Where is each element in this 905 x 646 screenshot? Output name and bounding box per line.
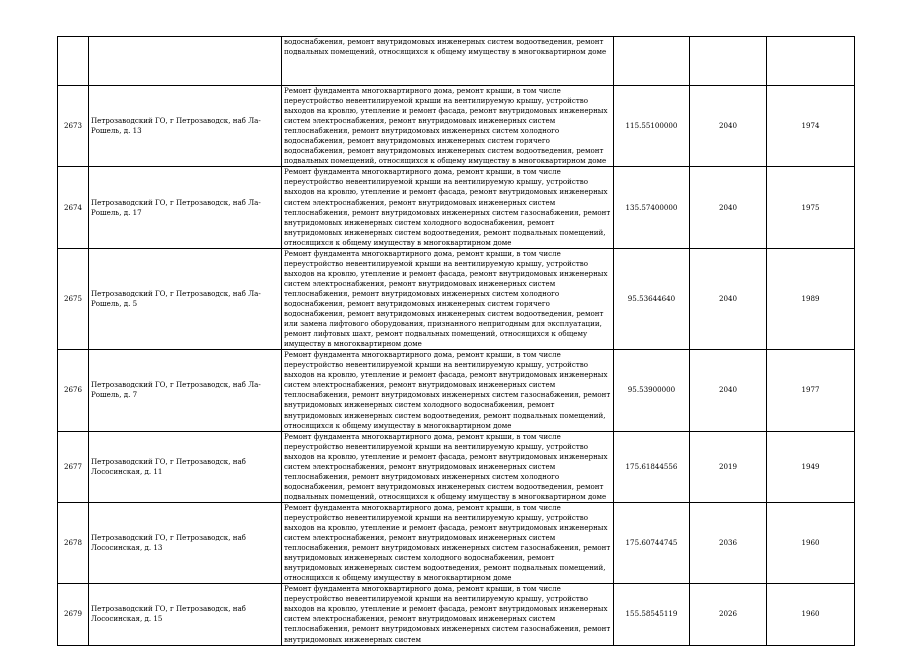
repair-cost: 135.57400000 [614,167,690,248]
construction-year: 1974 [767,86,855,167]
construction-year: 1989 [767,248,855,349]
row-number: 2673 [58,86,89,167]
repair-works: Ремонт фундамента многоквартирного дома, ремонт крыши, в том числе переустройство невентилируемой крыши на вентилируемую крышу, устройство выходов на кровлю, утепление и ремонт фасада, ремонт внутридомовых инженерных систем электроснабжения, ремонт внутридомовых инженерных систем теплоснабжения, ремонт внутридомовых инженерных систем газоснабжения, ремонт внутридомовых инженерных систем холодного водоснабжения, ремонт внутридомовых инженерных систем водоотведения, ремонт подвальных помещений, относящихся к общему имуществу в многоквартирном доме [282,350,614,431]
row-number: 2679 [58,584,89,645]
house-address: Петрозаводский ГО, г Петрозаводск, наб Лососинская, д. 13 [89,502,282,583]
repair-cost: 155.58545119 [614,584,690,645]
table-row [58,86,855,167]
row-number: 2674 [58,167,89,248]
repair-works: Ремонт фундамента многоквартирного дома, ремонт крыши, в том числе переустройство невентилируемой крыши на вентилируемую крышу, устройство выходов на кровлю, утепление и ремонт фасада, ремонт внутридомовых инженерных систем электроснабжения, ремонт внутридомовых инженерных систем теплоснабжения, ремонт внутридомовых инженерных систем холодного водоснабжения, ремонт внутридомовых инженерных систем горячего водоснабжения, ремонт внутридомовых инженерных систем водоотведения, ремонт или замена лифтового оборудования, признанного непригодным для эксплуатации, ремонт лифтовых шахт, ремонт подвальных помещений, относящихся к общему имуществу в многоквартирном доме [282,248,614,349]
repair-cost: 175.61844556 [614,431,690,502]
planned-year: 2040 [690,167,767,248]
table-row [58,167,855,248]
construction-year: 1960 [767,502,855,583]
row-number: 2676 [58,350,89,431]
repair-works: Ремонт фундамента многоквартирного дома, ремонт крыши, в том числе переустройство невентилируемой крыши на вентилируемую крышу, устройство выходов на кровлю, утепление и ремонт фасада, ремонт внутридомовых инженерных систем электроснабжения, ремонт внутридомовых инженерных систем теплоснабжения, ремонт внутридомовых инженерных систем газоснабжения, ремонт внутридомовых инженерных систем холодного водоснабжения, ремонт внутридомовых инженерных систем водоотведения, ремонт подвальных помещений, относящихся к общему имуществу в многоквартирном доме [282,502,614,583]
house-address: Петрозаводский ГО, г Петрозаводск, наб Лососинская, д. 15 [89,584,282,645]
house-address: Петрозаводский ГО, г Петрозаводск, наб Ла-Рошель, д. 7 [89,350,282,431]
planned-year: 2040 [690,86,767,167]
construction-year: 1975 [767,167,855,248]
repair-cost: 175.60744745 [614,502,690,583]
table-row [58,502,855,583]
construction-year: 1977 [767,350,855,431]
table-row [58,584,855,645]
construction-year: 1949 [767,431,855,502]
house-address: Петрозаводский ГО, г Петрозаводск, наб Ла-Рошель, д. 13 [89,86,282,167]
planned-year [690,37,767,86]
repair-works: Ремонт фундамента многоквартирного дома, ремонт крыши, в том числе переустройство невентилируемой крыши на вентилируемую крышу, устройство выходов на кровлю, утепление и ремонт фасада, ремонт внутридомовых инженерных систем электроснабжения, ремонт внутридомовых инженерных систем теплоснабжения, ремонт внутридомовых инженерных систем газоснабжения, ремонт внутридомовых инженерных систем [282,584,614,645]
house-address: Петрозаводский ГО, г Петрозаводск, наб Ла-Рошель, д. 5 [89,248,282,349]
repair-cost: 95.53900000 [614,350,690,431]
repair-works: Ремонт фундамента многоквартирного дома, ремонт крыши, в том числе переустройство невентилируемой крыши на вентилируемую крышу, устройство выходов на кровлю, утепление и ремонт фасада, ремонт внутридомовых инженерных систем электроснабжения, ремонт внутридомовых инженерных систем теплоснабжения, ремонт внутридомовых инженерных систем холодного водоснабжения, ремонт внутридомовых инженерных систем горячего водоснабжения, ремонт внутридомовых инженерных систем водоотведения, ремонт подвальных помещений, относящихся к общему имуществу в многоквартирном доме [282,86,614,167]
table-row [58,248,855,349]
repair-cost [614,37,690,86]
planned-year: 2040 [690,350,767,431]
repair-works: водоснабжения, ремонт внутридомовых инженерных систем водоотведения, ремонт подвальных помещений, относящихся к общему имуществу в многоквартирном доме [282,37,614,86]
house-address: Петрозаводский ГО, г Петрозаводск, наб Лососинская, д. 11 [89,431,282,502]
construction-year: 1960 [767,584,855,645]
capital-repair-table [57,36,855,646]
planned-year: 2040 [690,248,767,349]
row-number: 2678 [58,502,89,583]
table-row [58,350,855,431]
construction-year [767,37,855,86]
house-address [89,37,282,86]
planned-year: 2019 [690,431,767,502]
repair-cost: 115.55100000 [614,86,690,167]
planned-year: 2026 [690,584,767,645]
repair-cost: 95.53644640 [614,248,690,349]
repair-works: Ремонт фундамента многоквартирного дома, ремонт крыши, в том числе переустройство невентилируемой крыши на вентилируемую крышу, устройство выходов на кровлю, утепление и ремонт фасада, ремонт внутридомовых инженерных систем электроснабжения, ремонт внутридомовых инженерных систем теплоснабжения, ремонт внутридомовых инженерных систем газоснабжения, ремонт внутридомовых инженерных систем холодного водоснабжения, ремонт внутридомовых инженерных систем водоотведения, ремонт подвальных помещений, относящихся к общему имуществу в многоквартирном доме [282,167,614,248]
row-number: 2677 [58,431,89,502]
table-row [58,37,855,86]
row-number [58,37,89,86]
table-row [58,431,855,502]
row-number: 2675 [58,248,89,349]
planned-year: 2036 [690,502,767,583]
house-address: Петрозаводский ГО, г Петрозаводск, наб Ла-Рошель, д. 17 [89,167,282,248]
repair-works: Ремонт фундамента многоквартирного дома, ремонт крыши, в том числе переустройство невентилируемой крыши на вентилируемую крышу, устройство выходов на кровлю, утепление и ремонт фасада, ремонт внутридомовых инженерных систем электроснабжения, ремонт внутридомовых инженерных систем теплоснабжения, ремонт внутридомовых инженерных систем холодного водоснабжения, ремонт внутридомовых инженерных систем водоотведения, ремонт подвальных помещений, относящихся к общему имуществу в многоквартирном доме [282,431,614,502]
